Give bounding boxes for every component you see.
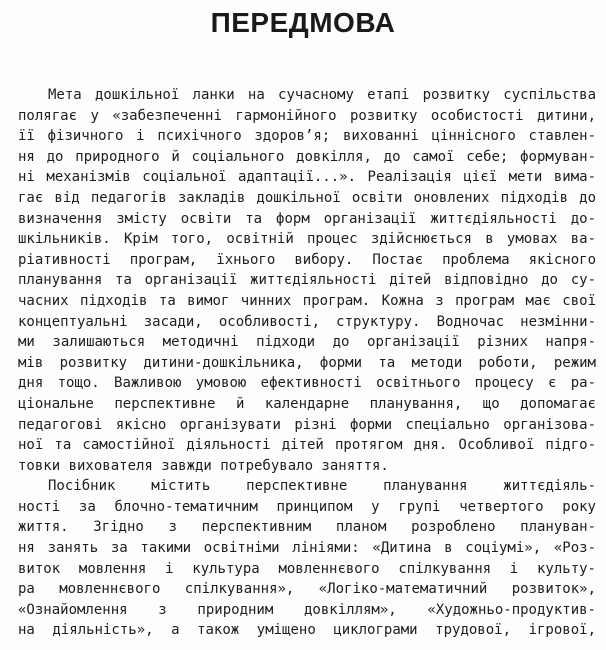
text-line: товки вихователя завжди потребувало заняття.	[18, 457, 389, 474]
text-line: планування та організації життєдіяльності дітей відповідно до су-	[18, 272, 596, 289]
text-line: педагогові якісно організувати різні форми спеціально організова-	[18, 416, 596, 433]
text-line: ня занять за такими освітніми лініями: «Дитина в соціумі», «Роз-	[18, 540, 596, 557]
text-line: Мета дошкільної ланки на сучасному етапі розвитку суспільства	[48, 87, 596, 103]
text-line: Посібник містить перспективне планування життєдіяль-	[48, 478, 596, 495]
text-line: концептуальні засади, особливості, структуру. Водночас незмінни-	[18, 313, 596, 330]
text-line: шкільників. Крім того, освітній процес здійснюється в умовах ва-	[18, 231, 596, 248]
text-line: ціональне перспективне й календарне планування, що допомагає	[18, 395, 596, 412]
text-line: мів розвитку дитини-дошкільника, форми та методи роботи, режим	[18, 354, 596, 371]
text-line: визначення змісту освіти та форм організації життєдіяльності до-	[18, 210, 596, 227]
paragraph-2	[18, 476, 596, 641]
text-line: життя. Згідно з перспективним планом розроблено плануван-	[18, 519, 596, 536]
text-line: дня тощо. Важливою умовою ефективності освітнього процесу є ра-	[18, 375, 596, 392]
text-line: її фізичного і психічного здоров’я; вихованні ціннісного ставлен-	[18, 128, 596, 145]
text-line: ріативності програм, їхнього вибору. Постає проблема якісного	[18, 251, 596, 268]
text-line: гає від педагогів закладів дошкільної освіти оновлених підходів до	[18, 189, 596, 206]
text-line: часних підходів та вимог чинних програм. Кожна з програм має свої	[18, 292, 596, 309]
text-line: ра мовленнєвого спілкування», «Логіко-математичний розвиток»,	[18, 581, 596, 598]
paragraph-1	[18, 85, 596, 476]
text-line: ної та самостійної діяльності дітей протягом дня. Особливої підго-	[18, 437, 596, 454]
text-line: виток мовлення і культура мовленнєвого спілкування і культу-	[18, 560, 596, 577]
body-text	[18, 85, 596, 641]
page-title: ПЕРЕДМОВА	[210, 7, 396, 38]
text-line: на діяльність», а також уміщено циклограми трудової, ігрової,	[18, 622, 596, 639]
text-line: ня до природного й соціального довкілля, до самої себе; формуван-	[18, 148, 596, 165]
text-line: ні механізмів соціальної адаптації...». Реалізація цієї мети вима-	[18, 169, 596, 186]
text-line: полягає у «забезпеченні гармонійного розвитку особистості дитини,	[18, 107, 596, 124]
text-line: «Ознайомлення з природним довкіллям», «Художньо-продуктив-	[18, 601, 596, 618]
text-line: ності за блочно-тематичним принципом у групі четвертого року	[18, 498, 596, 515]
text-line: ми залишаються методичні підходи до організації різних напря-	[18, 334, 596, 351]
